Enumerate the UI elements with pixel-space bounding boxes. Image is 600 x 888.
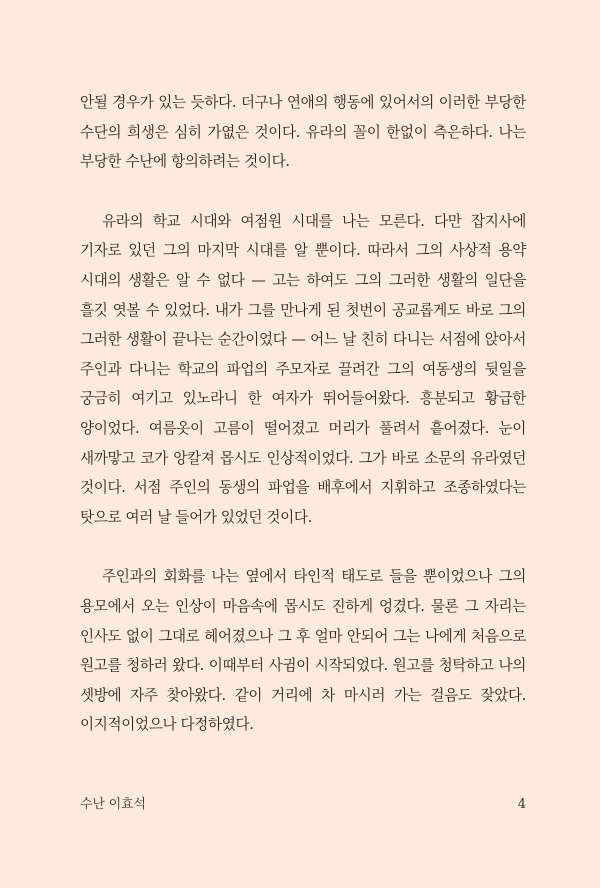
body-text	[80, 88, 526, 740]
footer-book-title: 수난 이효석	[80, 797, 146, 812]
paragraph-1: 안될 경우가 있는 듯하다. 더구나 연애의 행동에 있어서의 이러한 부당한 수단의 희생은 심히 가엾은 것이다. 유라의 꼴이 한없이 측은하다. 나는 부당한 수난에 항의하려는 것이다.	[80, 94, 526, 171]
paragraph-2: 유라의 학교 시대와 여점원 시대를 나는 모른다. 다만 잡지사에 기자로 있던 그의 마지막 시대를 알 뿐이다. 따라서 그의 사상적 용약 시대의 생활은 알 수 없다 — 고는 하여도 그의 그러한 생활의 일단을 흘깃 엿볼 수 있었다. 내가 그를 만나게 된 첫번이 공교롭게도 바로 그의 그러한 생활이 끝나는 순간이었다 — 어느 날 친히 다니는 서점에 앉아서 주인과 다니는 학교의 파업의 주모자로 끌려간 그의 여동생의 뒷일을 궁금히 여기고 있노라니 한 여자가 뛰어들어왔다. 흥분되고 황급한 양이었다. 여름옷이 고름이 떨어졌고 머리가 풀려서 흩어졌다. 눈이 새까맣고 코가 앙칼져 몹시도 인상적이었다. 그가 바로 소문의 유라였던 것이다. 서점 주인의 동생의 파업을 배후에서 지휘하고 조종하였다는 탓으로 여러 날 들어가 있었던 것이다.	[80, 212, 526, 526]
page-number: 4	[517, 797, 526, 812]
paragraph-3: 주인과의 회화를 나는 옆에서 타인적 태도로 들을 뿐이었으나 그의 용모에서 오는 인상이 마음속에 몹시도 진하게 엉겼다. 물론 그 자리는 인사도 없이 그대로 헤어졌으나 그 후 얼마 안되어 그는 나에게 처음으로 원고를 청하러 왔다. 이때부터 사귐이 시작되었다. 원고를 청탁하고 나의 셋방에 자주 찾아왔다. 같이 거리에 차 마시러 가는 걸음도 잦았다. 이지적이었으나 다정하였다.	[80, 568, 526, 734]
